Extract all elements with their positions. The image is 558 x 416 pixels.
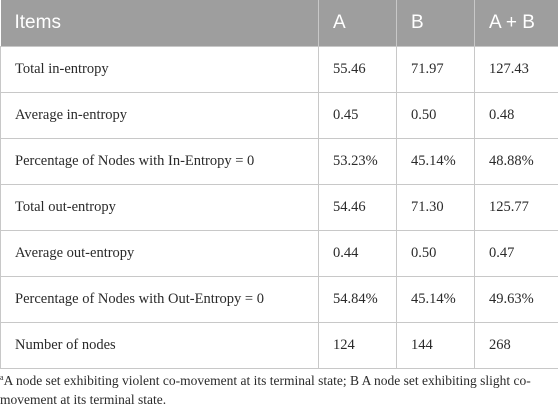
- header-a: A: [319, 0, 397, 46]
- row-label: Average in-entropy: [1, 92, 319, 138]
- footnote-text: A node set exhibiting violent co-movement at its terminal state; B A node set exhibiting slight co-movement at its terminal state.: [0, 373, 531, 407]
- cell-a: 0.45: [319, 92, 397, 138]
- cell-a-plus-b: 48.88%: [475, 138, 558, 184]
- row-label: Percentage of Nodes with Out-Entropy = 0: [1, 276, 319, 322]
- cell-b: 0.50: [397, 92, 475, 138]
- header-a-plus-b: A + B: [475, 0, 558, 46]
- table-row: [1, 46, 558, 92]
- table-row: [1, 276, 558, 322]
- cell-a: 124: [319, 322, 397, 368]
- cell-a: 0.44: [319, 230, 397, 276]
- table-row: [1, 184, 558, 230]
- cell-a-plus-b: 0.47: [475, 230, 558, 276]
- table-row: [1, 230, 558, 276]
- cell-b: 45.14%: [397, 276, 475, 322]
- table-row: [1, 138, 558, 184]
- cell-a-plus-b: 49.63%: [475, 276, 558, 322]
- cell-b: 45.14%: [397, 138, 475, 184]
- header-row: [1, 0, 558, 46]
- row-label: Average out-entropy: [1, 230, 319, 276]
- cell-a: 53.23%: [319, 138, 397, 184]
- cell-b: 144: [397, 322, 475, 368]
- row-label: Percentage of Nodes with In-Entropy = 0: [1, 138, 319, 184]
- cell-a-plus-b: 0.48: [475, 92, 558, 138]
- cell-b: 71.30: [397, 184, 475, 230]
- cell-b: 71.97: [397, 46, 475, 92]
- cell-b: 0.50: [397, 230, 475, 276]
- footnote-marker: a: [0, 373, 4, 382]
- cell-a-plus-b: 125.77: [475, 184, 558, 230]
- row-label: Total in-entropy: [1, 46, 319, 92]
- cell-a: 54.46: [319, 184, 397, 230]
- cell-a: 54.84%: [319, 276, 397, 322]
- header-items: Items: [14, 11, 61, 33]
- cell-a-plus-b: 127.43: [475, 46, 558, 92]
- table-row: [1, 322, 558, 368]
- row-label: Total out-entropy: [1, 184, 319, 230]
- table-footnote: [0, 371, 556, 409]
- cell-a-plus-b: 268: [475, 322, 558, 368]
- table-row: [1, 92, 558, 138]
- header-b: B: [397, 0, 475, 46]
- row-label: Number of nodes: [1, 322, 319, 368]
- cell-a: 55.46: [319, 46, 397, 92]
